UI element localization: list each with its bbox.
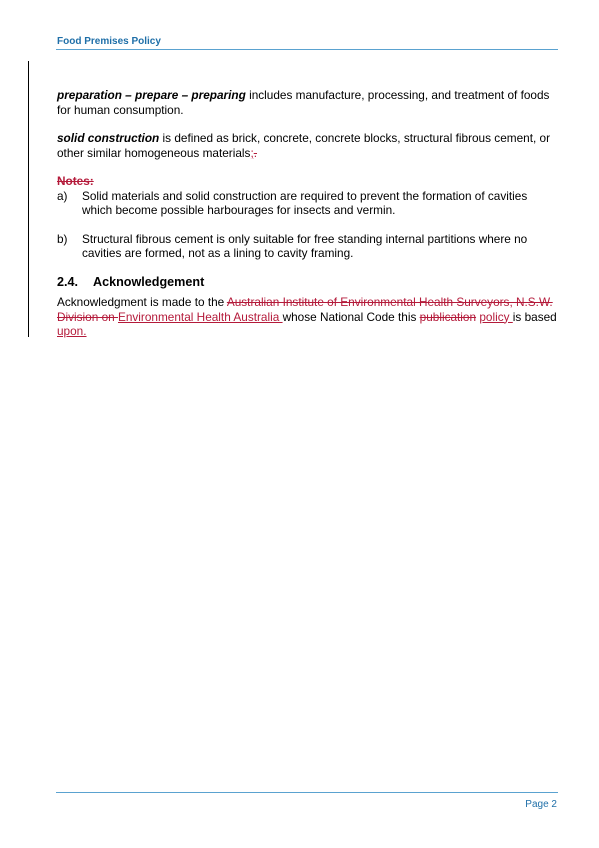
definition-text: is defined as brick, concrete, concrete blocks, structural fibrous cement, or other similar homogeneous materials	[57, 131, 551, 160]
definition-text: includes manufacture, processing, and treatment of foods for human consumption.	[57, 88, 550, 117]
note-marker: a)	[57, 188, 68, 203]
page-number: Page 2	[525, 799, 557, 810]
note-marker: b)	[57, 231, 68, 246]
document-body	[57, 88, 557, 339]
definition-solid-construction	[57, 131, 557, 160]
inserted-revision: policy	[479, 309, 513, 324]
inserted-revision: ;	[250, 145, 254, 160]
note-text: Structural fibrous cement is only suitable for free standing internal partitions where no cavities are formed, not as a lining to cavity framing.	[82, 231, 528, 260]
acknowledgement-text: Acknowledgment is made to the	[57, 295, 227, 309]
deleted-revision: Australian Institute of Environmental Health Surveyors, N.S.W. Division on	[57, 295, 553, 324]
section-number: 2.4.	[57, 274, 79, 289]
definition-term: preparation – prepare – preparing	[57, 88, 246, 102]
header-rule	[56, 49, 558, 50]
document-header-title: Food Premises Policy	[57, 36, 161, 47]
note-text: Solid materials and solid construction are required to prevent the formation of cavities which become possible harbourages for insects and vermin.	[82, 188, 528, 217]
acknowledgement-text: is based	[512, 309, 557, 324]
notes-heading: Notes:	[57, 174, 94, 188]
section-title: Acknowledgement	[93, 274, 205, 289]
definition-term: solid construction	[57, 131, 160, 145]
footer-rule	[56, 792, 558, 793]
definition-preparation	[57, 88, 557, 117]
inserted-revision: Environmental Health Australia	[117, 309, 283, 324]
deleted-revision: .	[253, 145, 257, 160]
inserted-revision: upon.	[57, 324, 87, 338]
note-item-a	[57, 189, 557, 218]
acknowledgement-paragraph	[57, 295, 557, 339]
acknowledgement-text: whose National Code this	[282, 309, 420, 324]
revision-change-bar	[28, 61, 29, 337]
deleted-revision: publication	[419, 309, 477, 324]
section-heading-acknowledgement	[57, 275, 557, 290]
note-item-b	[57, 232, 557, 261]
